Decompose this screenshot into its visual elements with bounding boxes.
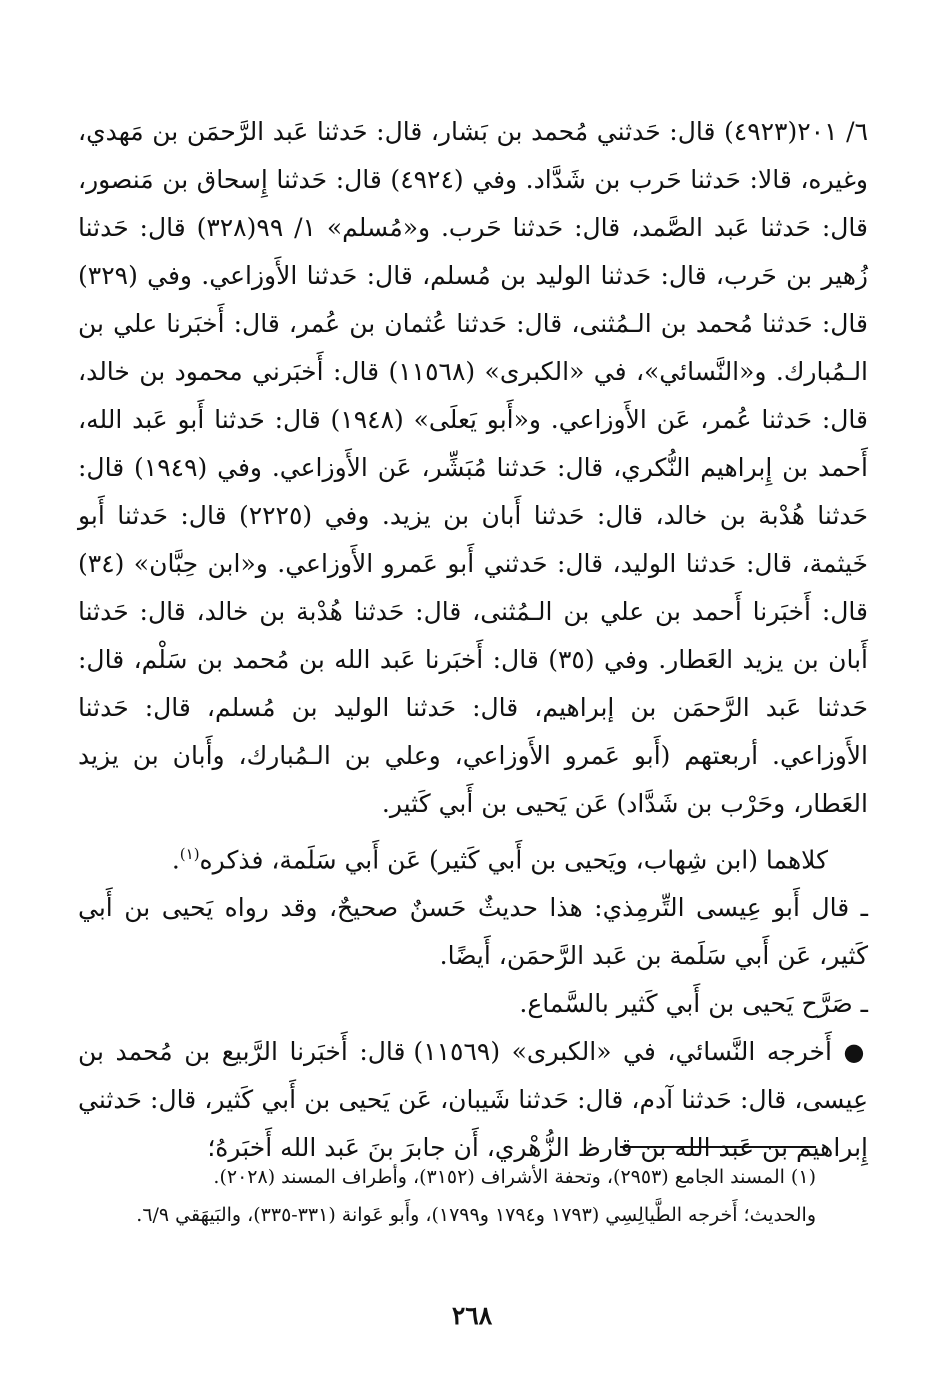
footnote-2: والحديث؛ أَخرجه الطَّيالِسِي (١٧٩٣ و١٧٩٤ و١٧٩٩)، وأَبو عَوانة (٣٣١-٣٣٥)، والبَيهَقي ٦/٩. xyxy=(136,1204,816,1226)
hadith-paragraph-1: ٦/ ٢٠١(٤٩٢٣) قال: حَدثني مُحمد بن بَشار، قال: حَدثنا عَبد الرَّحمَن بن مَهدي، وغيره، قالا: حَدثنا حَرب بن شَدَّاد. وفي (٤٩٢٤) قال: حَدثنا إِسحاق بن مَنصور، قال: حَدثنا عَبد الصَّمد، قال: حَدثنا حَرب. و«مُسلم» ١/ ٩٩(٣٢٨) قال: حَدثنا زُهير بن حَرب، قال: حَدثنا الوليد بن مُسلم، قال: حَدثنا الأَوزاعي. وفي (٣٢٩) قال: حَدثنا مُحمد بن الـمُثنى، قال: حَدثنا عُثمان بن عُمر، قال: أَخبَرنا علي بن الـمُبارك. و«النَّسائي»، في «الكبرى» (١١٥٦٨) قال: أَخبَرني محمود بن خالد، قال: حَدثنا عُمر، عَن الأَوزاعي. و«أَبو يَعلَى» (١٩٤٨) قال: حَدثنا أَبو عَبد الله، أَحمد بن إِبراهيم النُّكري، قال: حَدثنا مُبَشِّر، عَن الأَوزاعي. وفي (١٩٤٩) قال: حَدثنا هُدْبة بن خالد، قال: حَدثنا أَبان بن يزيد. وفي (٢٢٢٥) قال: حَدثنا أَبو خَيثمة، قال: حَدثنا الوليد، قال: حَدثني أَبو عَمرو الأَوزاعي. و«ابن حِبَّان» (٣٤) قال: أَخبَرنا أَحمد بن علي بن الـمُثنى، قال: حَدثنا هُدْبة بن خالد، قال: حَدثنا أَبان بن يزيد العَطار. وفي (٣٥) قال: أَخبَرنا عَبد الله بن مُحمد بن سَلْم، قال: حَدثنا عَبد الرَّحمَن بن إبراهيم، قال: حَدثنا الوليد بن مُسلم، قال: حَدثنا الأَوزاعي. أربعتهم (أَبو عَمرو الأَوزاعي، وعلي بن الـمُبارك، وأَبان بن يزيد العَطار، وحَرْب بن شَدَّاد) عَن يَحيى بن أَبي كَثير. xyxy=(78,117,869,818)
nasai-text: أَخرجه النَّسائي، في «الكبرى» (١١٥٦٩) قال: أَخبَرنا الرَّبيع بن مُحمد بن عِيسى، قال: حَدثنا آدم، قال: حَدثنا شَيبان، عَن يَحيى بن أَبي كَثير، قال: حَدثني إِبراهيم بن عَبد الله بن قارظ الزُّهْري، أَن جابرَ بنَ عَبد الله أَخبَرهُ؛ xyxy=(78,1037,868,1163)
footnote-divider xyxy=(620,1146,816,1148)
hadith-paragraph-2: كلاهما (ابن شِهاب، ويَحيى بن أَبي كَثير) عَن أَبي سَلَمة، فذكره$^{(١)}$. xyxy=(171,845,828,875)
page-number: ٢٦٨ xyxy=(451,1301,493,1330)
main-text xyxy=(78,108,868,1172)
tirmidhi-comment: ـ قال أَبو عِيسى التِّرمِذي: هذا حديثٌ حَسنٌ صحيحٌ، وقد رواه يَحيى بن أَبي كَثير، عَن أَبي سَلَمة بن عَبد الرَّحمَن، أَيضًا. xyxy=(78,893,868,971)
footnotes xyxy=(78,1158,816,1234)
bullet-icon: ● xyxy=(843,1038,868,1067)
paragraph-2-text: كلاهما (ابن شِهاب، ويَحيى بن أَبي كَثير) عَن أَبي سَلَمة، فذكره xyxy=(199,845,828,875)
sama-note: ـ صَرَّح يَحيى بن أَبي كَثير بالسَّماع. xyxy=(519,989,868,1019)
footnote-1: (١) المسند الجامع (٢٩٥٣)، وتحفة الأشراف (٣١٥٢)، وأطراف المسند (٢٠٢٨). xyxy=(213,1166,816,1188)
footnote-ref-1: (١) xyxy=(179,845,200,863)
nasai-paragraph xyxy=(78,1028,868,1172)
